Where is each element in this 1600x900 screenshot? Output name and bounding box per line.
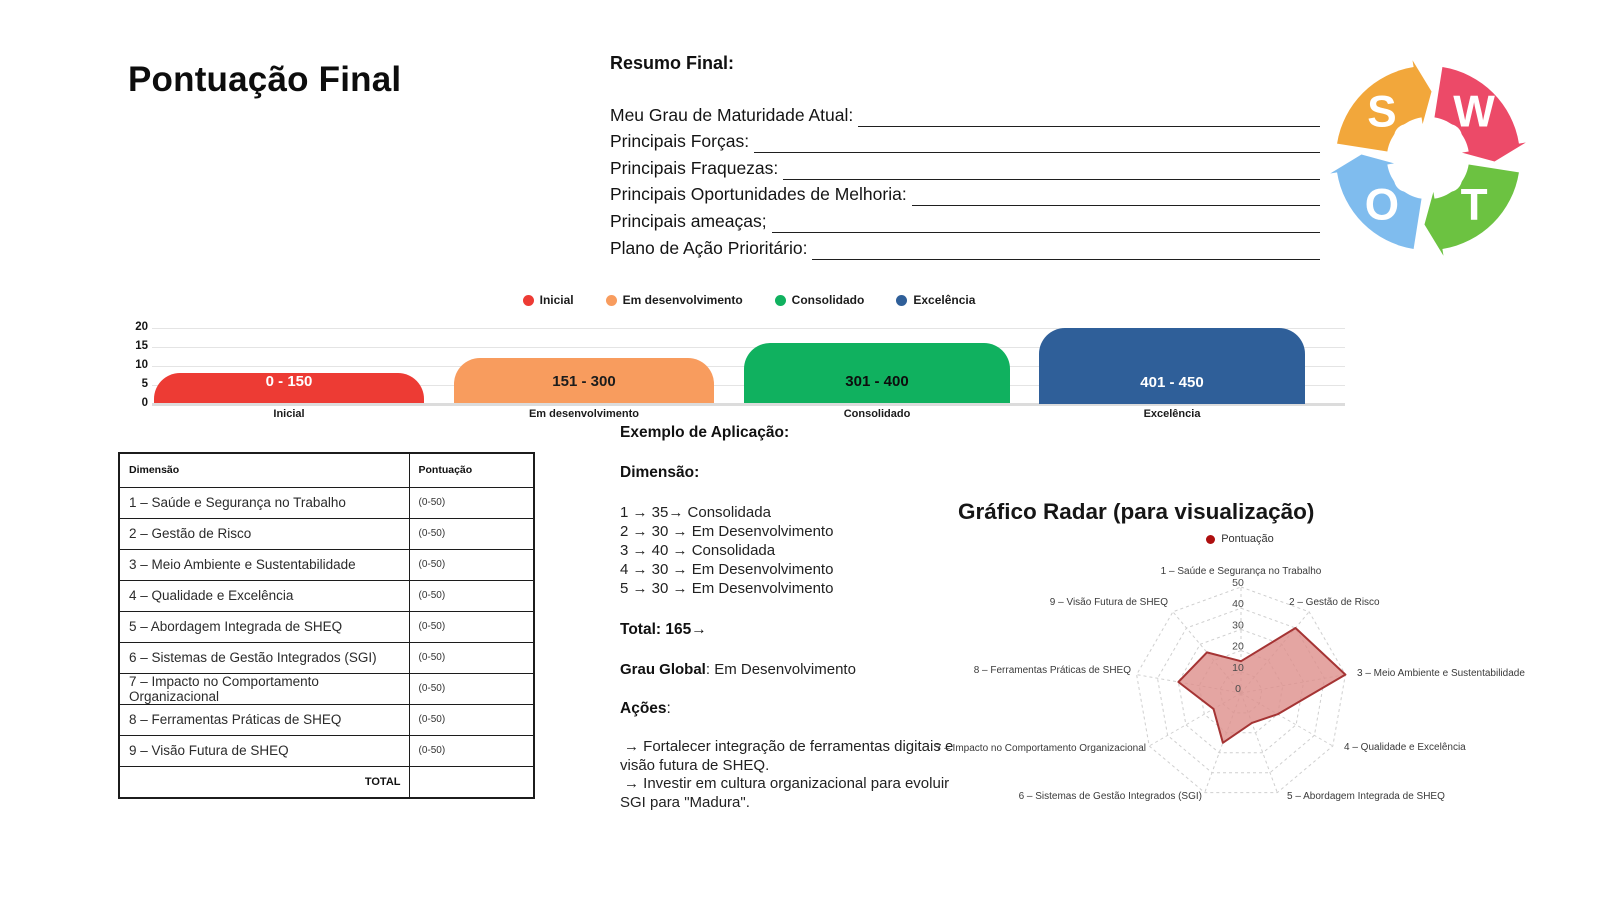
score-cell: (0-50) (409, 487, 534, 518)
swot-center-petal (1394, 124, 1420, 150)
y-axis-tick: 0 (141, 396, 148, 409)
maturity-scale-bar-chart (118, 292, 1380, 424)
example-item: 1 → 35→ Consolidada (620, 504, 771, 521)
score-cell: (0-50) (409, 580, 534, 611)
example-item: 5 → 30 → Em Desenvolvimento (620, 580, 834, 597)
bar-range-label: 301 - 400 (845, 373, 909, 391)
summary-field-label: Plano de Ação Prioritário: (610, 237, 808, 258)
maturity-range-bar (1039, 328, 1305, 404)
global-grade-label: Grau Global (620, 661, 706, 678)
radar-chart-title: Gráfico Radar (para visualização) (958, 499, 1315, 524)
summary-field (610, 127, 1320, 154)
maturity-range-bar (154, 373, 424, 403)
legend-label: Consolidado (791, 293, 865, 307)
radar-axis-label: 6 – Sistemas de Gestão Integrados (SGI) (1018, 791, 1202, 802)
legend-dot (606, 295, 617, 306)
fill-in-line (772, 213, 1320, 233)
dimension-cell: 1 – Saúde e Segurança no Trabalho (119, 487, 409, 518)
bar-range-label: 0 - 150 (265, 373, 313, 391)
summary-field (610, 100, 1320, 127)
summary-heading: Resumo Final: (610, 53, 735, 73)
radar-axis-label: 9 – Visão Futura de SHEQ (1049, 597, 1168, 608)
summary-fields (610, 100, 1320, 260)
radar-legend-dot (1206, 535, 1215, 544)
dimension-cell: 5 – Abordagem Integrada de SHEQ (119, 611, 409, 642)
example-item: 2 → 30 → Em Desenvolvimento (620, 523, 834, 540)
legend-item (606, 293, 743, 307)
example-subheading: Dimensão: (620, 464, 700, 481)
summary-field-label: Principais ameaças; (610, 210, 767, 231)
summary-field-label: Principais Fraquezas: (610, 157, 779, 178)
summary-field-label: Principais Oportunidades de Melhoria: (610, 184, 907, 205)
col-header-dimensao: Dimensão (119, 453, 409, 487)
radar-legend (1120, 533, 1360, 545)
example-heading: Exemplo de Aplicação: (620, 424, 790, 441)
radar-axis-label: 7 – Impacto no Comportamento Organizacional (935, 743, 1146, 754)
col-header-pontuacao: Pontuação (409, 453, 534, 487)
radar-tick-label: 30 (1232, 619, 1244, 632)
bar-category-label: Inicial (273, 407, 305, 420)
y-axis-tick: 5 (141, 377, 148, 390)
example-section (620, 424, 965, 812)
radar-axis-label: 2 – Gestão de Risco (1289, 597, 1380, 608)
fill-in-line (858, 107, 1320, 127)
radar-legend-label: Pontuação (1221, 533, 1274, 545)
fill-in-line (754, 133, 1320, 153)
table-row (119, 673, 534, 704)
table-total-row (119, 766, 534, 798)
radar-tick-label: 40 (1232, 598, 1244, 611)
table-row (119, 735, 534, 766)
radar-axis-label: 8 – Ferramentas Práticas de SHEQ (973, 665, 1131, 676)
maturity-range-bar (454, 358, 714, 404)
dimension-cell: 4 – Qualidade e Excelência (119, 580, 409, 611)
table-row (119, 580, 534, 611)
score-cell: (0-50) (409, 673, 534, 704)
swot-letter-w: W (1453, 87, 1495, 137)
radar-chart (930, 550, 1570, 820)
swot-logo (1330, 60, 1526, 256)
score-cell: (0-50) (409, 611, 534, 642)
y-axis-tick: 10 (135, 358, 148, 371)
legend-dot (775, 295, 786, 306)
summary-field (610, 233, 1320, 260)
radar-data-polygon (1178, 628, 1345, 743)
radar-legend-item (1206, 533, 1274, 545)
total-value (409, 766, 534, 798)
table-row (119, 549, 534, 580)
table-row (119, 642, 534, 673)
bar-category-label: Excelência (1143, 407, 1201, 420)
summary-field (610, 153, 1320, 180)
fill-in-line (783, 160, 1320, 180)
radar-tick-label: 50 (1232, 577, 1244, 589)
fill-in-line (812, 240, 1320, 260)
dimension-cell: 3 – Meio Ambiente e Sustentabilidade (119, 549, 409, 580)
dimension-cell: 8 – Ferramentas Práticas de SHEQ (119, 704, 409, 735)
dimensions-table-wrapper (118, 452, 535, 799)
final-summary-section (610, 53, 1320, 260)
page-title: Pontuação Final (128, 60, 402, 99)
dimensions-table (118, 452, 535, 799)
swot-letter-s: S (1367, 87, 1397, 137)
global-grade-line (620, 661, 965, 678)
legend-dot (523, 295, 534, 306)
maturity-range-bar (744, 343, 1010, 404)
summary-field (610, 206, 1320, 233)
radar-axis-label: 1 – Saúde e Segurança no Trabalho (1160, 566, 1322, 577)
legend-label: Em desenvolvimento (622, 293, 743, 307)
example-item: 3 → 40 → Consolidada (620, 542, 776, 559)
table-header-row (119, 453, 534, 487)
table-row (119, 611, 534, 642)
summary-field-label: Meu Grau de Maturidade Atual: (610, 104, 854, 125)
score-cell: (0-50) (409, 549, 534, 580)
legend-item (896, 293, 975, 307)
swot-letter-t: T (1460, 180, 1488, 230)
swot-center-petal (1436, 166, 1462, 192)
action-item: → Fortalecer integração de ferramentas digitais e visão futura de SHEQ. (620, 738, 954, 774)
swot-center-shape (1394, 124, 1462, 192)
legend-item (775, 293, 865, 307)
fill-in-line (912, 186, 1320, 206)
summary-field-label: Principais Forças: (610, 131, 750, 152)
action-item: → Investir em cultura organizacional para evoluir SGI para "Madura". (620, 775, 950, 811)
dimension-cell: 6 – Sistemas de Gestão Integrados (SGI) (119, 642, 409, 673)
table-row (119, 704, 534, 735)
actions-colon: : (666, 700, 671, 717)
summary-field (610, 180, 1320, 207)
radar-tick-label: 10 (1232, 661, 1244, 674)
legend-dot (896, 295, 907, 306)
score-cell: (0-50) (409, 735, 534, 766)
example-total: Total: 165→ (620, 621, 707, 638)
y-axis-tick: 20 (135, 320, 148, 333)
table-row (119, 487, 534, 518)
dimension-cell: 2 – Gestão de Risco (119, 518, 409, 549)
dimension-cell: 7 – Impacto no Comportamento Organizacional (119, 673, 409, 704)
table-row (119, 518, 534, 549)
score-cell: (0-50) (409, 704, 534, 735)
radar-tick-label: 0 (1235, 683, 1241, 695)
legend-item (523, 293, 574, 307)
radar-axis-label: 3 – Meio Ambiente e Sustentabilidade (1357, 668, 1525, 679)
legend-label: Excelência (913, 293, 976, 307)
swot-letter-o: O (1364, 180, 1400, 230)
y-axis-tick: 15 (135, 339, 148, 352)
radar-tick-label: 20 (1232, 640, 1244, 653)
example-item: 4 → 30 → Em Desenvolvimento (620, 561, 834, 578)
example-items (620, 503, 965, 598)
score-cell: (0-50) (409, 518, 534, 549)
radar-axis-label: 5 – Abordagem Integrada de SHEQ (1287, 791, 1445, 802)
bar-category-label: Consolidado (843, 407, 911, 420)
total-label: TOTAL (119, 766, 409, 798)
actions-heading (620, 700, 965, 718)
bar-category-label: Em desenvolvimento (528, 407, 640, 420)
global-grade-value: : Em Desenvolvimento (705, 661, 856, 678)
bar-chart-legend (118, 293, 1380, 307)
bar-range-label: 151 - 300 (552, 373, 616, 391)
score-cell: (0-50) (409, 642, 534, 673)
legend-label: Inicial (539, 293, 574, 307)
dimension-cell: 9 – Visão Futura de SHEQ (119, 735, 409, 766)
radar-axis-label: 4 – Qualidade e Excelência (1344, 742, 1466, 753)
bar-range-label: 401 - 450 (1140, 373, 1204, 391)
actions-label: Ações (620, 700, 667, 717)
actions-list (620, 738, 965, 812)
